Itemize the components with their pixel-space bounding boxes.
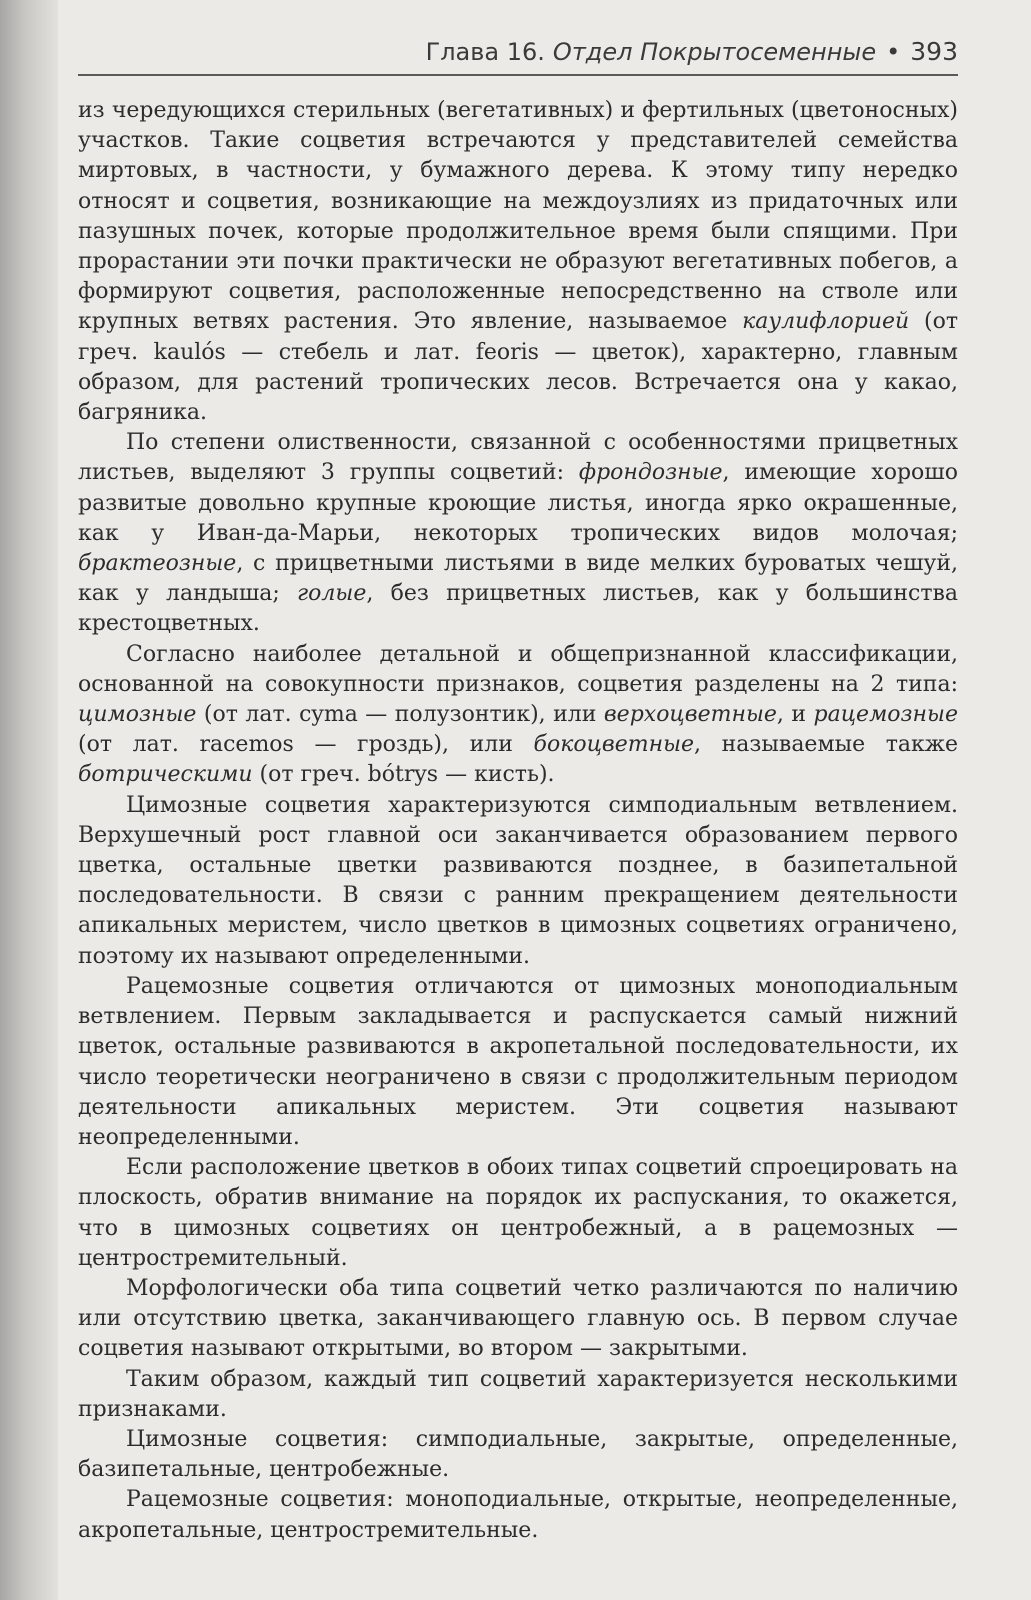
text-run: Морфологически оба типа соцветий четко различаются по наличию или отсутствию цветка, заканчивающего главную ось. В первом случае соцветия называют открытыми, во втором — закрытыми. <box>78 1275 958 1362</box>
text-run: (от лат. cyma — полузонтик), или <box>196 702 604 728</box>
paragraph <box>78 791 958 972</box>
italic-term: каулифлорией <box>742 309 910 335</box>
text-run: , и <box>776 702 814 728</box>
italic-term: цимозные <box>78 702 197 728</box>
text-run: Рацемозные соцветия отличаются от цимозных моноподиальным ветвлением. Первым закладывается и распускается самый нижний цветок, остальные развиваются в акропетальной последовательности, их число теоретически неограничено в связи с продолжительным периодом деятельности апикальных меристем. Эти соцветия называют неопределенными. <box>78 973 958 1150</box>
text-run: , с прицветными листьями в виде мелких буроватых чешуй, как у ландыша; <box>78 551 958 607</box>
text-run: По степени олиственности, связанной с особенностями прицветных листьев, выделяют 3 группы соцветий: <box>78 430 958 486</box>
text-run: , называемые также <box>694 732 958 758</box>
paragraph <box>78 1365 958 1425</box>
paragraph <box>78 1425 958 1485</box>
text-run: Цимозные соцветия характеризуются симподиальным ветвлением. Верхушечный рост главной оси заканчивается образованием первого цветка, остальные цветки развиваются позднее, в базипетальной последовательности. В связи с ранним прекращением деятельности апикальных меристем, число цветков в цимозных соцветиях ограничено, поэтому их называют определенными. <box>78 792 958 969</box>
text-run: (от греч. bótrys — кисть). <box>252 762 555 788</box>
paragraph <box>78 428 958 639</box>
page-number: 393 <box>910 37 958 66</box>
paragraph <box>78 96 958 428</box>
text-run: из чередующихся стерильных (вегетативных) и фертильных (цветоносных) участков. Такие соцветия встречаются у представителей семейства миртовых, в частности, у бумажного дерева. К этому типу нередко относят и соцветия, возникающие на междоузлиях из придаточных или пазушных почек, которые продолжительное время были спящими. При прорастании эти почки практически не образуют вегетативных побегов, а формируют соцветия, расположенные непосредственно на стволе или крупных ветвях растения. Это явление, называемое <box>78 98 958 335</box>
body-text <box>78 96 958 1546</box>
paragraph <box>78 1153 958 1274</box>
italic-term: ботрическими <box>78 762 253 788</box>
chapter-label: Глава 16. <box>425 38 545 66</box>
text-run: (от лат. racemos — гроздь), или <box>78 732 534 758</box>
italic-term: фрондозные <box>578 460 723 486</box>
text-run: Таким образом, каждый тип соцветий характеризуется несколькими признаками. <box>78 1366 958 1422</box>
text-run: Если расположение цветков в обоих типах соцветий спроецировать на плоскость, обратив внимание на порядок их распускания, то окажется, что в цимозных соцветиях он центробежный, а в рацемозных — центростремительный. <box>78 1155 958 1271</box>
text-run: Рацемозные соцветия: моноподиальные, открытые, неопределенные, акропетальные, центростремительные. <box>78 1487 958 1543</box>
text-run: , имеющие хорошо развитые довольно крупные кроющие листья, иногда ярко окрашенные, как у Иван-да-Марьи, некоторых тропических видов молочая; <box>78 460 958 546</box>
italic-term: бокоцветные <box>533 732 695 758</box>
paragraph <box>78 972 958 1153</box>
running-header <box>78 30 958 76</box>
text-run: , без прицветных листьев, как у большинства крестоцветных. <box>78 581 958 637</box>
italic-term: брактеозные <box>78 551 237 577</box>
text-run: (от греч. kaulós — стебель и лат. feoris — цветок), характерно, главным образом, для растений тропических лесов. Встречается она у какао, багряника. <box>78 309 958 426</box>
header-bullet: • <box>886 38 901 66</box>
section-title: Отдел Покрытосеменные <box>552 38 877 66</box>
italic-term: голые <box>297 581 367 607</box>
italic-term: рацемозные <box>813 702 958 728</box>
italic-term: верхоцветные <box>603 702 777 728</box>
text-run: Цимозные соцветия: симподиальные, закрытые, определенные, базипетальные, центробежные. <box>78 1426 958 1483</box>
paragraph <box>78 640 958 791</box>
text-run: Согласно наиболее детальной и общепризнанной классификации, основанной на совокупности признаков, соцветия разделены на 2 типа: <box>78 641 958 697</box>
paragraph <box>78 1274 958 1365</box>
paragraph <box>78 1485 958 1545</box>
page-edge-shadow <box>0 0 58 1600</box>
